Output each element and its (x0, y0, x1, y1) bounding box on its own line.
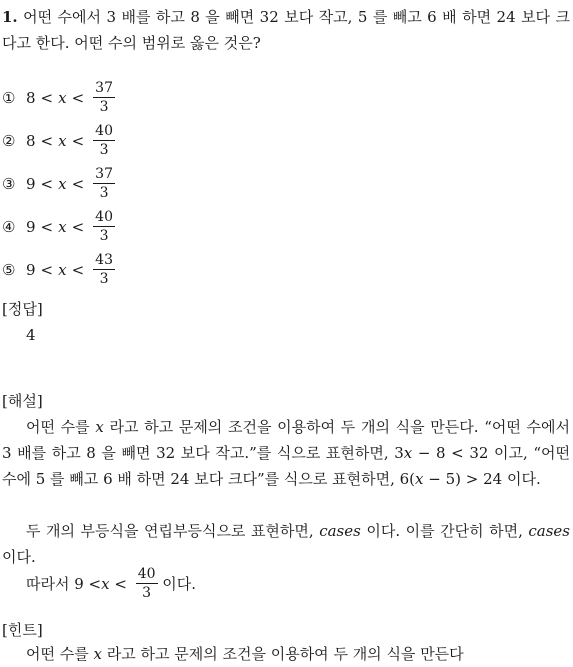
cases-placeholder: cases (319, 522, 361, 540)
choice-inequality (26, 209, 115, 244)
less-than-sign: < (40, 131, 54, 150)
variable: x (58, 174, 67, 193)
text-run: 라고 하고 문제의 조건을 이용하여 두 개의 식을 만든다. “어떤 수에서 3 배를 하고 8 을 빼면 32 보다 작고.”를 식으로 표현하면, 3 (2, 418, 571, 462)
explanation-paragraph-1 (2, 414, 570, 492)
less-than-sign: < (40, 174, 54, 193)
fraction-numerator: 37 (95, 80, 113, 96)
fraction-numerator: 40 (95, 209, 113, 225)
choice-5[interactable] (2, 248, 115, 291)
question-number: 1. (2, 8, 18, 26)
variable: x (101, 574, 110, 593)
less-than-sign: < (40, 217, 54, 236)
choice-1[interactable] (2, 76, 115, 119)
less-than-sign: < (71, 131, 85, 150)
lower-bound: 8 (26, 88, 36, 107)
upper-bound-fraction (93, 166, 115, 201)
text-run: 따라서 9 < (26, 574, 102, 593)
variable: x (58, 88, 67, 107)
choice-mark: ② (2, 131, 16, 150)
less-than-sign: < (71, 88, 85, 107)
choice-inequality (26, 252, 115, 287)
text-run: − 8 < 32 이고, “어떤 수에 5 를 빼고 6 배 하면 24 보다 크다”를 식으로 표현하면, 6( (2, 444, 571, 488)
less-than-sign: < (71, 217, 85, 236)
fraction-numerator: 40 (137, 566, 156, 582)
fraction-numerator: 37 (95, 166, 113, 182)
hint-label: [힌트] (2, 621, 43, 639)
fraction-numerator: 43 (95, 252, 113, 268)
lower-bound: 9 (26, 260, 36, 279)
less-than-sign: < (71, 260, 85, 279)
choice-2[interactable] (2, 119, 115, 162)
choice-inequality (26, 123, 115, 158)
hint-paragraph (2, 641, 570, 667)
choice-mark: ① (2, 88, 16, 107)
cases-placeholder: cases (528, 522, 570, 540)
text-run: − 5) > 24 이다. (423, 470, 541, 488)
choice-list (2, 76, 115, 291)
less-than-sign: < (71, 174, 85, 193)
variable: x (403, 444, 413, 462)
text-run: 라고 하고 문제의 조건을 이용하여 두 개의 식을 만든다 (101, 645, 464, 663)
explanation-label: [해설] (2, 392, 43, 410)
text-run: < (109, 574, 132, 593)
explanation-paragraph-2 (2, 518, 570, 570)
variable: x (93, 645, 102, 663)
variable: x (415, 470, 424, 488)
variable: x (58, 260, 67, 279)
lower-bound: 8 (26, 131, 36, 150)
choice-mark: ③ (2, 174, 16, 193)
question-block (2, 4, 570, 56)
text-run: 이다. 이를 간단히 하면, (360, 522, 529, 540)
less-than-sign: < (40, 88, 54, 107)
variable: x (58, 217, 67, 236)
text-run: 어떤 수를 (26, 418, 96, 436)
upper-bound-fraction (93, 252, 115, 287)
upper-bound-fraction (93, 209, 115, 244)
upper-bound-fraction (93, 80, 115, 115)
text-run: 이다. (2, 548, 36, 566)
less-than-sign: < (40, 260, 54, 279)
lower-bound: 9 (26, 217, 36, 236)
fraction-numerator: 40 (95, 123, 113, 139)
choice-mark: ④ (2, 217, 16, 236)
choice-inequality (26, 80, 115, 115)
variable: x (95, 418, 104, 436)
question-text: 어떤 수에서 3 배를 하고 8 을 빼면 32 보다 작고, 5 를 빼고 6 배 하면 24 보다 크다고 한다. 어떤 수의 범위로 옳은 것은? (2, 8, 570, 52)
choice-mark: ⑤ (2, 260, 16, 279)
explanation-paragraph-3 (2, 566, 570, 601)
text-run: 어떤 수를 (26, 645, 94, 663)
fraction-denominator: 3 (99, 142, 109, 158)
lower-bound: 9 (26, 174, 36, 193)
fraction-denominator: 3 (99, 271, 109, 287)
fraction-denominator: 3 (142, 585, 152, 601)
text-run: 두 개의 부등식을 연립부등식으로 표현하면, (26, 522, 320, 540)
variable: x (58, 131, 67, 150)
text-run: 이다. (157, 574, 197, 593)
choice-4[interactable] (2, 205, 115, 248)
fraction-denominator: 3 (99, 228, 109, 244)
answer-label: [정답] (2, 300, 43, 318)
fraction-denominator: 3 (99, 99, 109, 115)
choice-3[interactable] (2, 162, 115, 205)
choice-inequality (26, 166, 115, 201)
conclusion-fraction (136, 566, 158, 601)
upper-bound-fraction (93, 123, 115, 158)
fraction-denominator: 3 (99, 185, 109, 201)
answer-value: 4 (26, 326, 36, 344)
